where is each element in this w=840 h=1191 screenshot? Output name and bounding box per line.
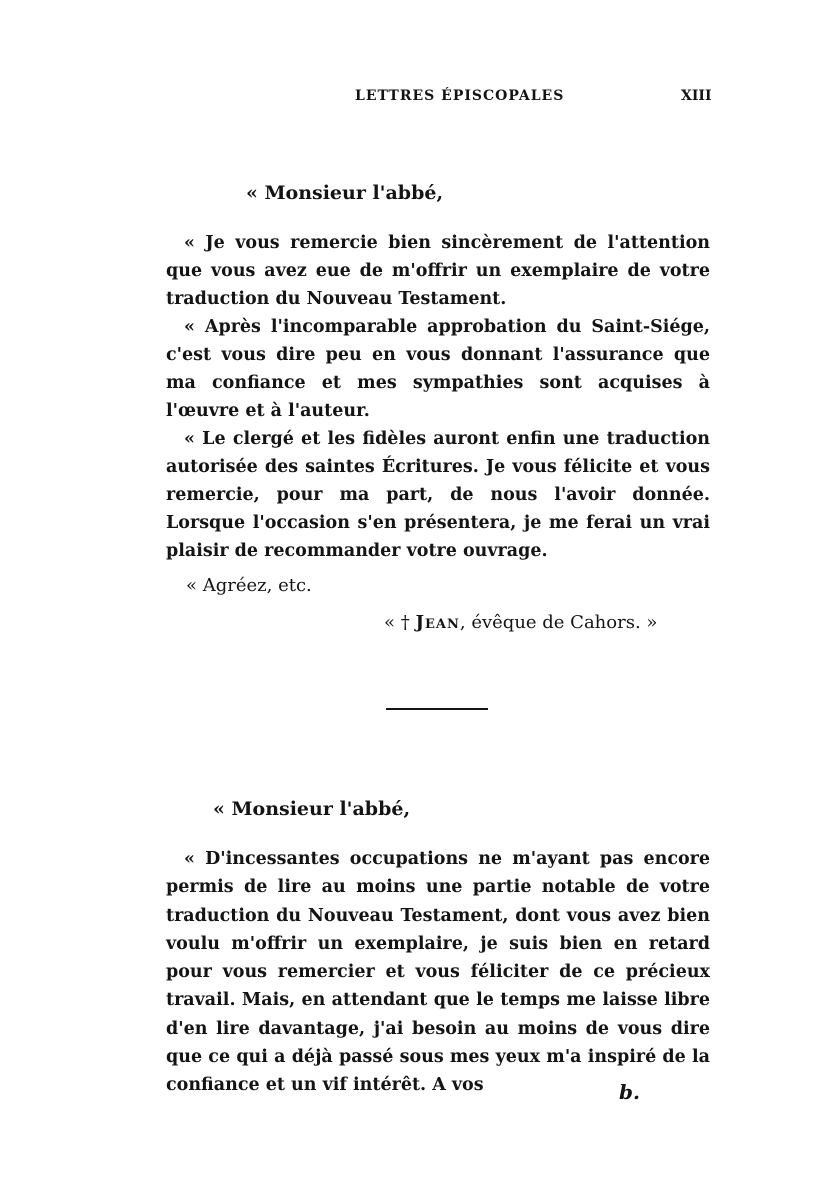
letter2-salutation: « Monsieur l'abbé, (213, 798, 411, 820)
signature-cross-prefix: « † (384, 612, 416, 633)
running-title: LETTRES ÉPISCOPALES (355, 88, 565, 104)
letter1-paragraph-3: « Le clergé et les fidèles auront enfin une traduction autorisée des saintes Écritures. Je vous félicite et vous remercie, pour ma part, de nous l'avoir donnée. Lorsque l'occasion s'en présentera, je me ferai un vrai plaisir de recommander votre ouvrage. (166, 429, 710, 561)
letter2-body (166, 845, 710, 1100)
page-header (0, 88, 840, 112)
letter1-paragraph-2: « Après l'incomparable approbation du Saint-Siége, c'est vous dire peu en vous donnant l'assurance que ma confiance et mes sympathies sont acquises à l'œuvre et à l'auteur. (166, 317, 710, 421)
section-divider (386, 708, 488, 710)
letter2-paragraph-1: « D'incessantes occupations ne m'ayant pas encore permis de lire au moins une partie notable de votre traduction du Nouveau Testament, dont vous avez bien voulu m'offrir un exemplaire, je suis bien en retard pour vous remercier et vous féliciter de ce précieux travail. Mais, en attendant que le temps me laisse libre d'en lire davantage, j'ai besoin au moins de vous dire que ce qui a déjà passé sous mes yeux m'a inspiré de la confiance et un vif intérêt. A vos (166, 849, 710, 1096)
signature-mark: b. (619, 1080, 640, 1104)
letter1-closing: « Agréez, etc. (186, 575, 312, 596)
letter1-signature (384, 612, 657, 633)
letter1-paragraph-1: « Je vous remercie bien sincèrement de l'attention que vous avez eue de m'offrir un exemplaire de votre traduction du Nouveau Testament. (166, 233, 710, 309)
signature-name: Jean (415, 612, 460, 633)
letter1-body (166, 229, 710, 565)
page-number: XIII (681, 88, 712, 104)
signature-title: , évêque de Cahors. » (459, 612, 658, 633)
letter1-salutation: « Monsieur l'abbé, (246, 182, 444, 204)
